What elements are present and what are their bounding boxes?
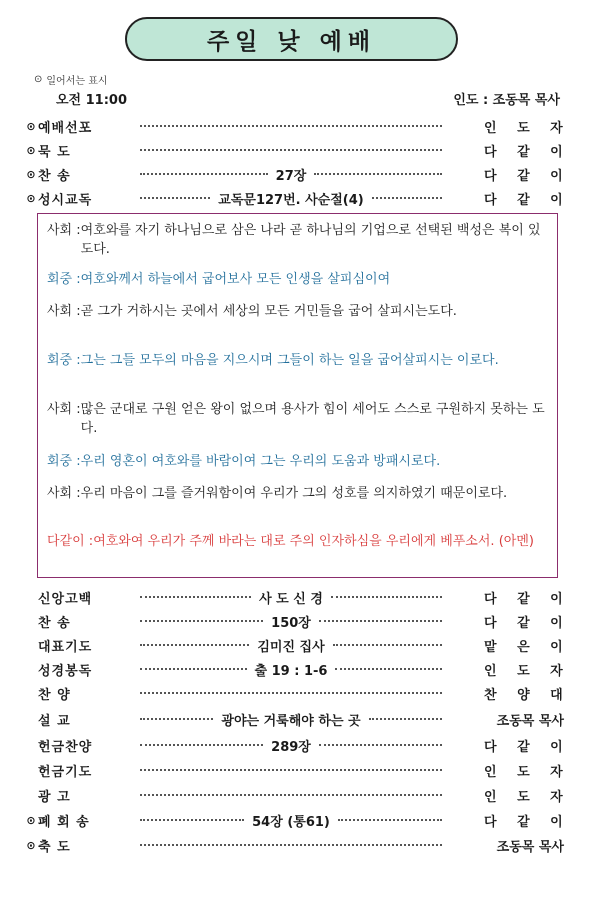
reading-speaker: 회중 :	[47, 353, 81, 368]
order-item-name: 헌금기도	[38, 764, 93, 780]
reading-text: 우리 마음이 그를 즐거워함이여 우리가 그의 성호를 의지하였기 때문이로다.	[80, 486, 508, 501]
order-item-detail: 광야는 거룩해야 하는 곳	[221, 713, 361, 729]
order-item-person: 인 도 자	[484, 663, 571, 679]
reading-text: 여호와를 자기 하나님으로 삼은 나라 곧 하나님의 기업으로 선택된 백성은 복이 있도다.	[80, 223, 541, 257]
reading-line	[47, 351, 552, 370]
order-item	[24, 116, 571, 136]
reading-line	[47, 532, 552, 551]
order-item-person: 다 같 이	[484, 615, 571, 631]
order-item-person: 인 도 자	[484, 789, 571, 805]
order-item-person: 다 같 이	[484, 192, 571, 208]
order-item-person: 다 같 이	[484, 168, 571, 184]
order-item	[24, 709, 564, 729]
responsive-reading-box	[37, 213, 558, 578]
order-item-name: 성시교독	[38, 192, 93, 208]
order-item-detail: 54장 (통61)	[252, 814, 330, 830]
order-item	[24, 164, 571, 184]
reading-line	[47, 302, 552, 321]
order-item-name: 신앙고백	[38, 591, 93, 607]
order-item-detail: 김미진 집사	[257, 639, 325, 655]
standing-mark-icon: ⊙	[26, 813, 36, 827]
reading-speaker: 다같이 :	[47, 534, 94, 549]
order-item-person: 조동목 목사	[496, 839, 564, 855]
order-item-name: 대표기도	[38, 639, 93, 655]
reading-speaker: 사회 :	[47, 486, 81, 501]
order-item-person: 다 같 이	[484, 144, 571, 160]
reading-line	[47, 452, 552, 471]
order-item-name: 광 고	[38, 789, 71, 805]
order-item-name: 설 교	[38, 713, 71, 729]
order-item-name: 성경봉독	[38, 663, 93, 679]
reading-line	[47, 270, 552, 289]
order-item	[24, 760, 571, 780]
order-item-detail: 27장	[275, 168, 307, 184]
reading-speaker: 사회 :	[47, 223, 81, 238]
order-item-name: 폐 회 송	[38, 814, 90, 830]
order-item-person: 다 같 이	[484, 814, 571, 830]
reading-text: 여호와여 우리가 주께 바라는 대로 주의 인자하심을 우리에게 베푸소서. (아멘)	[93, 534, 534, 549]
reading-speaker: 사회 :	[47, 402, 81, 417]
standing-mark-icon: ⊙	[26, 167, 36, 181]
standing-mark-icon: ⊙	[26, 838, 36, 852]
order-item-person: 다 같 이	[484, 591, 571, 607]
order-item-person: 찬 양 대	[484, 687, 571, 703]
order-item-detail: 사 도 신 경	[259, 591, 323, 607]
reading-line	[47, 484, 552, 503]
order-item-detail: 교독문127번. 사순절(4)	[218, 192, 364, 208]
order-item-name: 헌금찬양	[38, 739, 93, 755]
order-item-detail: 출 19 : 1-6	[254, 663, 328, 679]
order-item-name: 찬 송	[38, 168, 71, 184]
page-title: 주일 낮 예배	[125, 17, 458, 61]
order-item	[24, 735, 571, 755]
order-item-detail: 150장	[271, 615, 311, 631]
reading-speaker: 사회 :	[47, 304, 81, 319]
order-item-person: 인 도 자	[484, 764, 571, 780]
standing-mark-icon: ⊙	[34, 74, 43, 85]
order-item	[24, 611, 571, 631]
order-item-person: 인 도 자	[484, 120, 571, 136]
reading-line	[47, 221, 552, 259]
order-item-person: 다 같 이	[484, 739, 571, 755]
standing-legend-label: 일어서는 표시	[46, 76, 108, 87]
reading-text: 그는 그들 모두의 마음을 지으시며 그들이 하는 일을 굽어살피시는 이로다.	[80, 353, 499, 368]
reading-line	[47, 400, 552, 438]
order-item-name: 예배선포	[38, 120, 93, 136]
order-item-name: 찬 양	[38, 687, 71, 703]
order-item	[24, 683, 571, 703]
order-item-detail: 289장	[271, 739, 311, 755]
service-time: 오전 11:00	[56, 93, 128, 108]
standing-mark-icon: ⊙	[26, 119, 36, 133]
order-item-name: 찬 송	[38, 615, 71, 631]
order-item	[24, 188, 571, 208]
standing-mark-icon: ⊙	[26, 143, 36, 157]
order-item	[24, 140, 571, 160]
order-item	[24, 635, 571, 655]
order-item	[24, 785, 571, 805]
reading-text: 많은 군대로 구원 얻은 왕이 없으며 용사가 힘이 세어도 스스로 구원하지 못하는 도다.	[80, 402, 545, 436]
order-item-name: 축 도	[38, 839, 71, 855]
reading-speaker: 회중 :	[47, 454, 81, 469]
service-leader: 인도 : 조동목 목사	[453, 93, 560, 108]
reading-text: 곧 그가 거하시는 곳에서 세상의 모든 거민들을 굽어 살피시는도다.	[80, 304, 457, 319]
reading-text: 여호와께서 하늘에서 굽어보사 모든 인생을 살피심이여	[80, 272, 391, 287]
order-item-person: 맡 은 이	[484, 639, 571, 655]
order-item	[24, 587, 571, 607]
reading-text: 우리 영혼이 여호와를 바람이여 그는 우리의 도움과 방패시로다.	[80, 454, 441, 469]
order-item	[24, 659, 571, 679]
standing-legend	[34, 72, 108, 87]
order-item	[24, 810, 571, 830]
order-item-name: 묵 도	[38, 144, 71, 160]
order-item-person: 조동목 목사	[496, 713, 564, 729]
order-item	[24, 835, 564, 855]
reading-speaker: 회중 :	[47, 272, 81, 287]
standing-mark-icon: ⊙	[26, 191, 36, 205]
